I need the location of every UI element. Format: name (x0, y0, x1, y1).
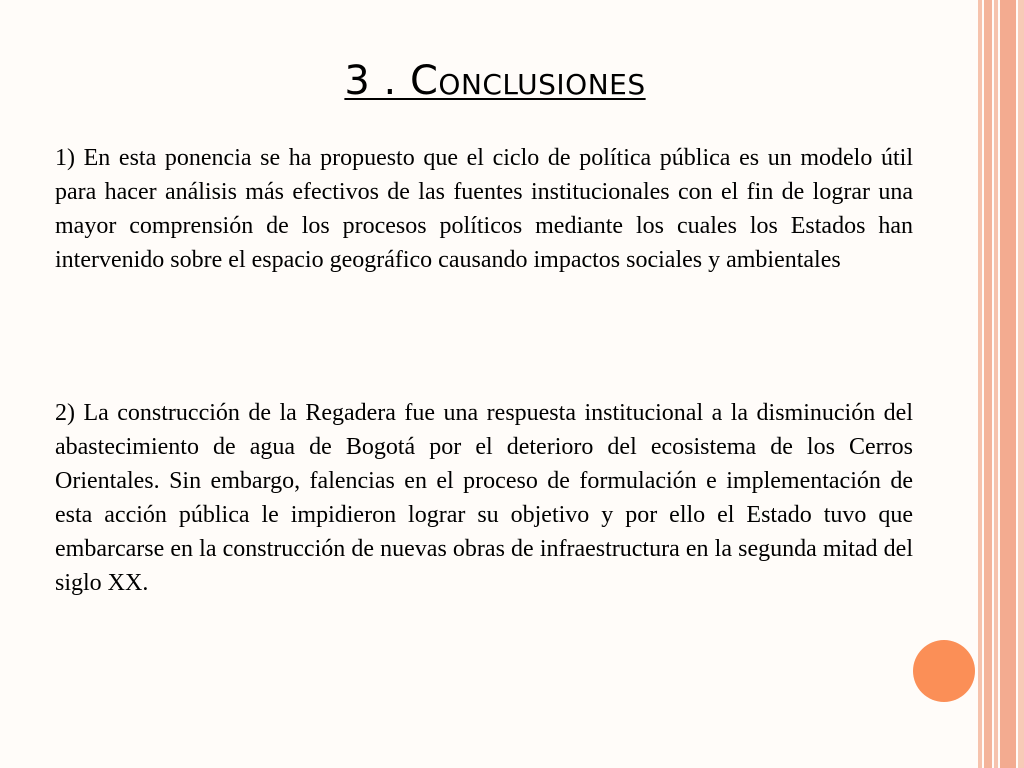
decorative-circle (913, 640, 975, 702)
border-stripe (1018, 0, 1024, 768)
conclusion-paragraph-1: 1) En esta ponencia se ha propuesto que el ciclo de política pública es un modelo útil para hacer análisis más efectivos de las fuentes institucionales con el fin de lograr una mayor comprensión de los procesos políticos mediante los cuales los Estados han intervenido sobre el espacio geográfico causando impactos sociales y ambientales (55, 145, 913, 273)
border-stripe (984, 0, 992, 768)
slide-title-text: 3 . Conclusiones (344, 58, 646, 104)
slide-title (0, 58, 990, 104)
border-stripe (1000, 0, 1016, 768)
border-stripe (994, 0, 998, 768)
border-stripe (978, 0, 982, 768)
conclusion-paragraph-2: 2) La construcción de la Regadera fue una respuesta institucional a la disminución del abastecimiento de agua de Bogotá por el deterioro del ecosistema de los Cerros Orientales. Sin embargo, falencias en el proceso de formulación e implementación de esta acción pública le impidieron lograr su objetivo y por ello el Estado tuvo que embarcarse en la construcción de nuevas obras de infraestructura en la segunda mitad del siglo XX. (55, 400, 913, 596)
